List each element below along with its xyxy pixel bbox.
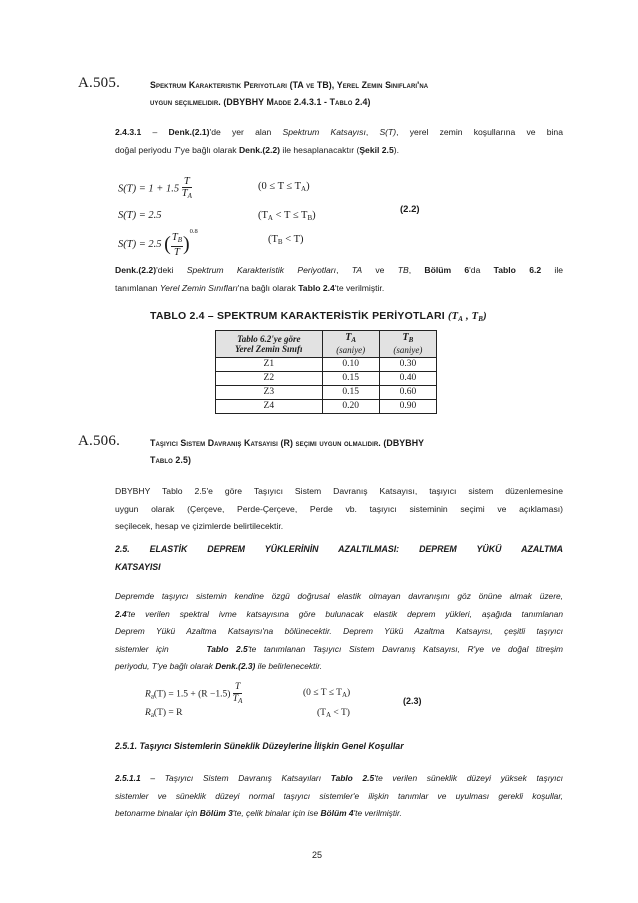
- text: 'da: [469, 265, 494, 275]
- text: < T): [282, 234, 304, 245]
- text: Denk.(2.3): [215, 661, 256, 671]
- section-title-line: Taşıyıcı Sistem Davranış Katsayısı (R) seçimi uygun olmalıdır. (DBYBHY: [150, 438, 425, 448]
- text: DBYBHY Tablo 2.5'e göre Taşıyıcı Sistem Davranış Katsayısı, taşıyıcı sistem düzenlemesine: [115, 486, 563, 496]
- cell-zone: Z4: [216, 400, 323, 414]
- text: T: [232, 694, 239, 704]
- text: Tablo 2.5: [330, 773, 375, 783]
- formula-condition: [317, 708, 350, 719]
- equation-number: (2.3): [403, 696, 422, 706]
- text: ).: [393, 144, 399, 155]
- header-soil-class: [216, 331, 323, 358]
- heading-2-5: [115, 540, 563, 576]
- text: ve: [362, 265, 398, 275]
- paragraph-spectrum-intro: [115, 124, 563, 159]
- text: ,: [336, 265, 352, 275]
- text: (T: [447, 311, 459, 322]
- term: Spektrum Karakteristik Periyotları: [186, 265, 337, 275]
- spectrum-periods-table: [215, 330, 437, 414]
- text: < T): [331, 708, 350, 718]
- text: 'te tanımlanan Taşıyıcı Sistem Davranış Katsayısı, R'ye ve doğal titreşim: [247, 643, 563, 654]
- formula-row: [145, 682, 242, 707]
- paragraph-load-reduction: [115, 588, 563, 676]
- table-row: [216, 400, 437, 414]
- text: sistemler ve süneklik düzeyi normal taşıyıcı sistemler'e ilişkin tanımlar ve uyulması gerekli koşullar,: [115, 790, 563, 801]
- term: TA: [351, 265, 363, 275]
- text: ile belirlenecektir.: [255, 661, 323, 671]
- section-number-a505: A.505.: [78, 75, 121, 91]
- table-title: [150, 310, 550, 323]
- text: B: [408, 336, 414, 344]
- text: A: [458, 315, 464, 323]
- header-ta: [322, 331, 379, 358]
- text: Depremde taşıyıcı sistemin kendine özgü doğrusal elastik olmayan davranışını göz önüne almak üzere,: [115, 591, 563, 601]
- text: 'te verilmiştir.: [334, 282, 385, 293]
- text: Tablo 6.2'ye göre: [237, 334, 301, 344]
- text: Deprem Yükü Azaltma Katsayısı'na bölünecektir. Deprem Yükü Azaltma Katsayısı, çeşitli taşıyıcı: [115, 626, 563, 636]
- header-tb: [379, 331, 436, 358]
- formula-2-2: [118, 172, 538, 272]
- text: (saniye): [336, 345, 366, 355]
- table-row: [216, 372, 437, 386]
- text: (T: [317, 708, 326, 718]
- text: , T: [463, 311, 479, 322]
- text: , yerel zemin koşullarına ve bina: [396, 127, 563, 137]
- text: B: [478, 315, 484, 323]
- text: B: [307, 214, 313, 222]
- text: tanımlanan: [115, 282, 160, 293]
- text: Tablo 2.5: [206, 643, 248, 654]
- formula-condition: [303, 688, 350, 699]
- text: A: [351, 336, 357, 344]
- text: 'te verilmiştir.: [353, 808, 402, 818]
- text: T: [181, 188, 188, 199]
- text: 'te verilen spektral ivme katsayısına göre bulunacak elastik deprem yükleri, aşağıda tanımlanan: [126, 608, 563, 619]
- text: betonarme binalar için: [115, 808, 200, 818]
- text: ile hesaplanacaktır (: [280, 144, 360, 155]
- text: –: [141, 127, 169, 137]
- formula-condition: [258, 181, 310, 193]
- text: (T) = 1.5 + (R −1.5): [153, 689, 231, 700]
- table-row: [216, 358, 437, 372]
- table-header-row: [216, 331, 437, 358]
- cell-tb: 0.40: [379, 372, 436, 386]
- text: Bölüm 4: [320, 808, 354, 818]
- text: – Taşıyıcı Sistem Davranış Katsayıları: [140, 773, 331, 783]
- cell-ta: 0.15: [322, 372, 379, 386]
- formula-condition: [258, 210, 316, 222]
- text: seçilecek, hesap ve çizimlerde belirtilecektir.: [115, 521, 284, 531]
- text: ): [483, 311, 487, 322]
- cell-zone: Z1: [216, 358, 323, 372]
- text: 'te, çelik binalar için ise: [232, 808, 321, 818]
- text: (T: [258, 210, 268, 221]
- section-title-a505: [150, 77, 570, 111]
- heading-2-5-1: 2.5.1. Taşıyıcı Sistemlerin Süneklik Düzeylerine İlişkin Genel Koşullar: [115, 741, 404, 751]
- cell-ta: 0.10: [322, 358, 379, 372]
- table-ref: Tablo 2.4: [298, 282, 335, 293]
- cell-zone: Z3: [216, 386, 323, 400]
- text: doğal periyodu: [115, 144, 174, 155]
- formula-row: [145, 708, 183, 719]
- text: TABLO 2.4 – SPEKTRUM KARAKTERİSTİK PERİYOTLARI: [150, 310, 445, 322]
- text: T: [402, 332, 409, 343]
- text: ): [306, 181, 310, 192]
- section-title-line: uygun seçilmelidir. (DBYBHY Madde 2.4.3.1 - Tablo 2.4): [150, 97, 371, 107]
- text: ): [347, 688, 351, 698]
- text: B: [177, 235, 182, 244]
- text: A: [325, 711, 332, 719]
- section-title-a506: [150, 435, 570, 469]
- cell-tb: 0.90: [379, 400, 436, 414]
- text: A: [267, 214, 273, 222]
- text: 'na bağlı olarak: [237, 282, 299, 293]
- text: R: [145, 689, 151, 700]
- text: (T: [268, 234, 278, 245]
- text: sistemler için: [115, 643, 169, 654]
- text: S(T) = 2.5: [118, 239, 162, 250]
- figure-ref: Şekil 2.5: [359, 144, 394, 155]
- text: ile: [541, 265, 564, 275]
- section-title-line: Spektrum Karakteristik Periyotları (TA ve TB), Yerel Zemin Sınıfları'na: [150, 80, 429, 90]
- term: Yerel Zemin Sınıfları: [159, 282, 238, 293]
- text: 'deki: [156, 265, 187, 275]
- text: ,: [365, 127, 380, 137]
- equation-ref: Denk.(2.2): [238, 144, 281, 155]
- term: S(T): [379, 127, 397, 137]
- text: A: [238, 697, 243, 705]
- text: KATSAYISI: [115, 562, 161, 572]
- text: (0 ≤ T ≤ T: [303, 688, 342, 698]
- equation-ref: Denk.(2.2): [115, 265, 157, 275]
- text: B: [277, 238, 283, 246]
- text: 'te verilen süneklik düzeyi yüksek taşıyıcı: [374, 773, 563, 783]
- text: S(T) = 1 + 1.5: [118, 183, 180, 195]
- text: 2.4: [115, 608, 127, 619]
- formula-row: [118, 210, 162, 221]
- formula-row: S(T) = 2.5 ( $\frac{T_B}{T}$ )$^{0.8}$: [118, 228, 198, 258]
- term: TB: [397, 265, 409, 275]
- table-ref: Tablo 6.2: [493, 265, 542, 275]
- term: Spektrum Katsayısı: [282, 127, 366, 137]
- paragraph-ductility: [115, 770, 563, 823]
- formula-condition: [268, 234, 304, 246]
- text: Yerel Zemin Sınıfı: [235, 344, 303, 354]
- text: A: [187, 192, 192, 200]
- text: T: [173, 246, 180, 258]
- term: T: [173, 144, 180, 155]
- text: T: [233, 682, 243, 694]
- cell-ta: 0.20: [322, 400, 379, 414]
- text: 'de yer alan: [209, 127, 283, 137]
- formula-2-3: [145, 680, 485, 730]
- text: A: [301, 185, 307, 193]
- text: (saniye): [393, 345, 423, 355]
- text: T: [345, 332, 352, 343]
- formula-row: [118, 176, 192, 202]
- text: 2.5.1.1: [115, 773, 141, 783]
- section-title-line: Tablo 2.5): [150, 455, 191, 465]
- cell-zone: Z2: [216, 372, 323, 386]
- text: Bölüm 3: [199, 808, 233, 818]
- text: < T ≤ T: [272, 210, 308, 221]
- page-number: 25: [312, 850, 323, 860]
- text: uygun olarak (Çerçeve, Perde-Çerçeve, Perde vb. taşıyıcı sisteminin seçimi ve açıklaması): [115, 503, 563, 514]
- text: ): [312, 210, 316, 221]
- cell-tb: 0.60: [379, 386, 436, 400]
- clause-ref: 2.4.3.1: [115, 127, 142, 137]
- text: (T) = R: [153, 708, 183, 718]
- text: T: [182, 176, 192, 188]
- text: periyodu, T'ye bağlı olarak: [115, 661, 216, 671]
- section-number-a506: A.506.: [78, 433, 121, 449]
- fraction: [171, 232, 183, 258]
- paragraph-characteristic-periods: [115, 262, 563, 297]
- text: T: [171, 231, 178, 243]
- table-row: [216, 386, 437, 400]
- chapter-ref: Bölüm 6: [424, 265, 470, 275]
- text: R: [145, 708, 151, 718]
- equation-number: (2.2): [400, 204, 420, 215]
- text: (0 ≤ T ≤ T: [258, 181, 302, 192]
- fraction: [233, 682, 243, 707]
- text: A: [341, 691, 347, 699]
- cell-tb: 0.30: [379, 358, 436, 372]
- text: 'ye bağlı olarak: [179, 144, 239, 155]
- text: S(T) = 2.5: [118, 210, 162, 221]
- text: 0.8: [189, 228, 198, 235]
- paragraph-behavior-factor: [115, 483, 563, 536]
- text: a: [150, 692, 154, 701]
- fraction: [182, 176, 192, 202]
- text: ,: [408, 265, 425, 275]
- text: 2.5. ELASTİK DEPREM YÜKLERİNİN AZALTILMASI: DEPREM YÜKÜ AZALTMA: [115, 544, 563, 554]
- equation-ref: Denk.(2.1): [168, 127, 210, 137]
- text: a: [150, 711, 154, 719]
- cell-ta: 0.15: [322, 386, 379, 400]
